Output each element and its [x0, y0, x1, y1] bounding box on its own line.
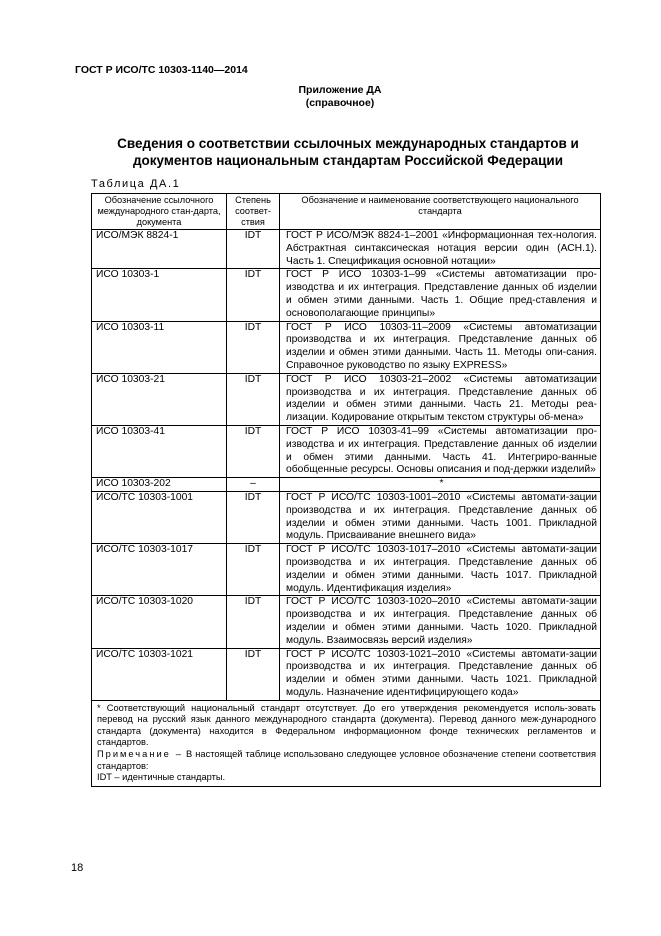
table-note [97, 749, 596, 772]
appendix-title: Приложение ДА [298, 84, 382, 96]
degree-cell: IDT [227, 321, 280, 373]
reference-cell: ИСО 10303-41 [92, 425, 227, 477]
header-reference-standard: Обозначение ссылочного международного стан-дарта, документа [92, 194, 227, 230]
section-title-line-2: документов национальным стандартам Российской Федерации [132, 153, 564, 168]
header-national-standard: Обозначение и наименование соответствующего национального стандарта [280, 194, 601, 230]
national-standard-cell: ГОСТ Р ИСО 10303-41–99 «Системы автоматизации про-изводства и их интеграция. Представление данных об изделии и обмен этими данными. Часть 41. Интегриро-ванные обобщенные ресурсы. Основы описания и под-держки изделий» [280, 425, 601, 477]
national-standard-cell: * [280, 478, 601, 492]
reference-cell: ИСО/ТС 10303-1020 [92, 596, 227, 648]
table-row [92, 230, 601, 269]
national-standard-cell: ГОСТ Р ИСО/ТС 10303-1021–2010 «Системы автомати-зации производства и их интеграция. Представление данных об изделии и обмен этими данными. Часть 1021. Прикладной модуль. Назначение идентифицирующего кода» [280, 648, 601, 700]
table-header-row [92, 194, 601, 230]
degree-cell: IDT [227, 544, 280, 596]
national-standard-cell: ГОСТ Р ИСО/МЭК 8824-1–2001 «Информационная тех-нология. Абстрактная синтаксическая нотация версии один (АСН.1). Часть 1. Спецификация основной нотации» [280, 230, 601, 269]
table-row [92, 544, 601, 596]
section-title-line-1: Сведения о соответствии ссылочных международных стандартов и [117, 136, 579, 151]
degree-cell: IDT [227, 425, 280, 477]
national-standard-cell: ГОСТ Р ИСО/ТС 10303-1017–2010 «Системы автомати-зации производства и их интеграция. Представление данных об изделии и обмен этими данными. Часть 1017. Прикладной модуль. Идентификация изделия» [280, 544, 601, 596]
table-row [92, 269, 601, 321]
table-row [92, 425, 601, 477]
degree-cell: IDT [227, 596, 280, 648]
table-row [92, 491, 601, 543]
header-degree: Степень соответ-ствия [227, 194, 280, 230]
table-row [92, 373, 601, 425]
page-number: 18 [71, 862, 84, 874]
idt-definition: IDT – идентичные стандарты. [97, 772, 226, 783]
correspondence-table [91, 193, 601, 787]
degree-cell: IDT [227, 373, 280, 425]
section-title [88, 135, 608, 169]
degree-cell: IDT [227, 230, 280, 269]
document-header: ГОСТ Р ИСО/ТС 10303-1140—2014 [75, 64, 248, 76]
table-row [92, 321, 601, 373]
degree-cell: IDT [227, 648, 280, 700]
note-label: Примечание – [97, 749, 184, 760]
note-text: В настоящей таблице использовано следующее условное обозначение степени соответствия стандартов: [97, 749, 596, 771]
national-standard-cell: ГОСТ Р ИСО 10303-11–2009 «Системы автоматизации производства и их интеграция. Представление данных об изделии и обмен этими данными. Часть 11. Методы опи-сания. Справочное руководство по языку EXPRESS» [280, 321, 601, 373]
reference-cell: ИСО/ТС 10303-1001 [92, 491, 227, 543]
table-footnote-cell [92, 700, 601, 786]
table-row [92, 478, 601, 492]
table-row [92, 648, 601, 700]
correspondence-table-container [91, 193, 600, 787]
appendix-heading [250, 84, 430, 110]
national-standard-cell: ГОСТ Р ИСО/ТС 10303-1001–2010 «Системы автомати-зации производства и их интеграция. Представление данных об изделии и обмен этими данными. Часть 1001. Прикладной модуль. Присваивание внешнего вида» [280, 491, 601, 543]
reference-cell: ИСО 10303-1 [92, 269, 227, 321]
national-standard-cell: ГОСТ Р ИСО 10303-1–99 «Системы автоматизации про-изводства и их интеграция. Представление данных об изделии и обмен этими данными. Часть 1. Общие пред-ставления и основополагающие принципы» [280, 269, 601, 321]
table-label: Таблица ДА.1 [91, 178, 181, 190]
reference-cell: ИСО 10303-202 [92, 478, 227, 492]
appendix-status: (справочное) [305, 97, 375, 109]
table-row [92, 596, 601, 648]
footnote-text: * Соответствующий национальный стандарт отсутствует. До его утверждения рекомендуется исполь-зовать перевод на русский язык данного международного стандарта (документа). Перевод данного меж-дународного стандарта (документа) находится в Федеральном информационном фонде технических регламентов и стандартов. [97, 702, 596, 748]
national-standard-cell: ГОСТ Р ИСО/ТС 10303-1020–2010 «Системы автомати-зации производства и их интеграция. Представление данных об изделии и обмен этими данными. Часть 1020. Прикладной модуль. Взаимосвязь версий изделия» [280, 596, 601, 648]
reference-cell: ИСО/ТС 10303-1017 [92, 544, 227, 596]
reference-cell: ИСО 10303-11 [92, 321, 227, 373]
national-standard-cell: ГОСТ Р ИСО 10303-21–2002 «Системы автоматизации производства и их интеграция. Представление данных об изделии и обмен этими данными. Часть 21. Методы реа-лизации. Кодирование открытым текстом структуры об-мена» [280, 373, 601, 425]
reference-cell: ИСО/МЭК 8824-1 [92, 230, 227, 269]
reference-cell: ИСО/ТС 10303-1021 [92, 648, 227, 700]
reference-cell: ИСО 10303-21 [92, 373, 227, 425]
degree-cell: IDT [227, 269, 280, 321]
table-footnote-row [92, 700, 601, 786]
degree-cell: – [227, 478, 280, 492]
degree-cell: IDT [227, 491, 280, 543]
